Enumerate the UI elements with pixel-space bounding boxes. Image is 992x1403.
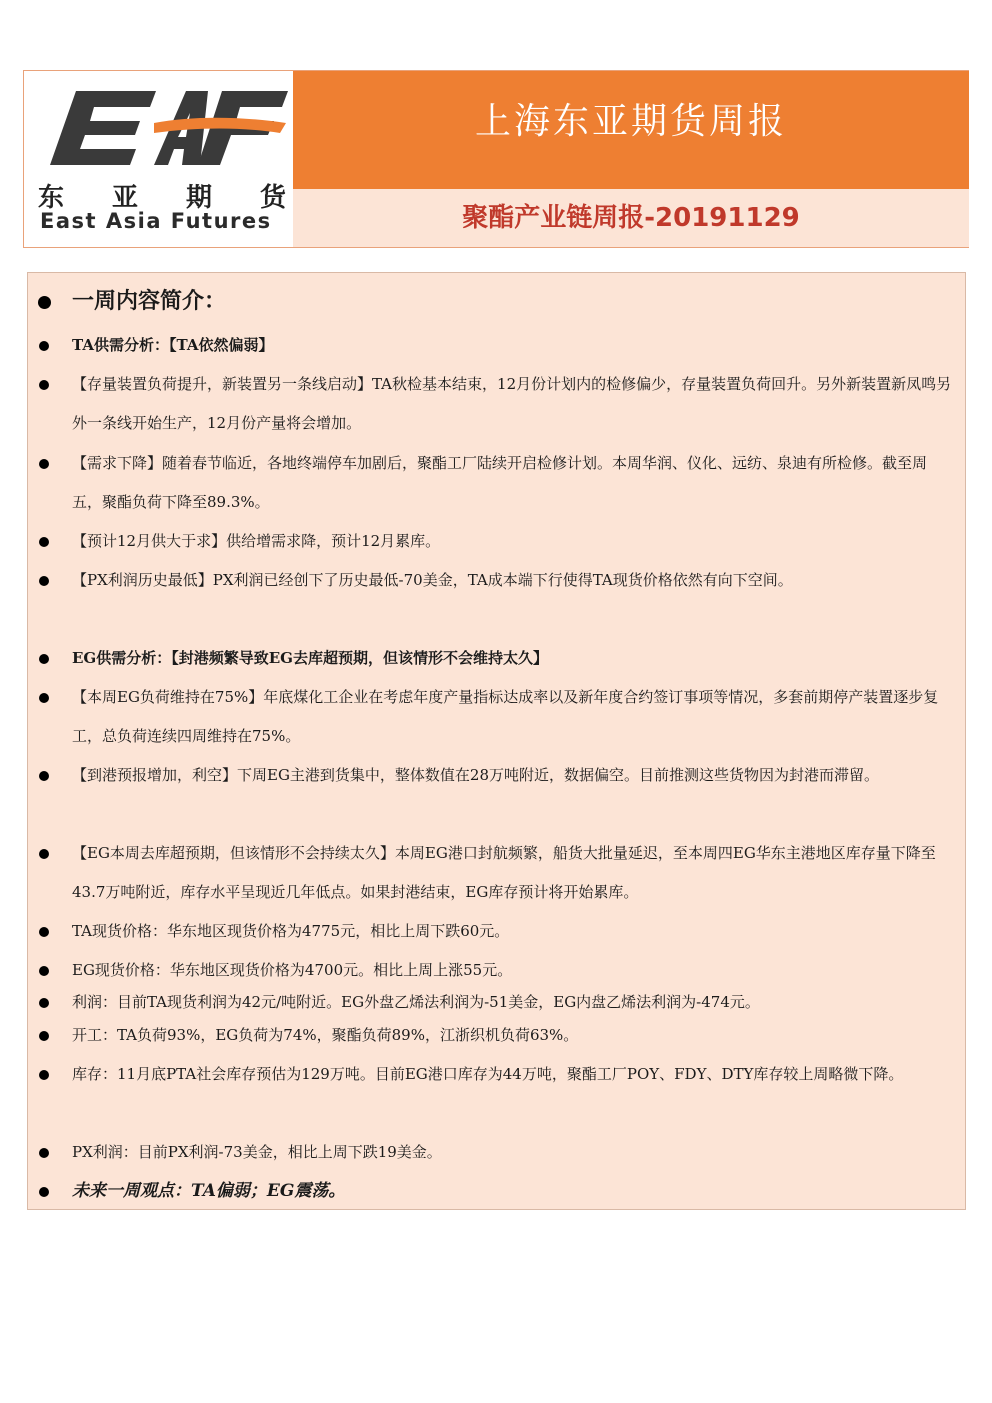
bullet-icon	[39, 1148, 49, 1158]
eaf-logo-icon	[36, 79, 294, 179]
bullet-icon	[38, 296, 51, 309]
bullet-icon	[39, 966, 49, 976]
item-text: 【PX利润历史最低】PX利润已经创下了历史最低-70美金，TA成本端下行使得TA现货价格依然有向下空间。	[72, 571, 793, 589]
title-band	[293, 71, 969, 189]
bullet-icon	[39, 693, 49, 703]
item-text: 【需求下降】随着春节临近，各地终端停车加剧后，聚酯工厂陆续开启检修计划。本周华润、仪化、远纺、泉迪有所检修。截至周五，聚酯负荷下降至89.3%。	[72, 454, 928, 511]
company-logo	[24, 71, 294, 247]
logo-char: 东	[38, 183, 65, 213]
bullet-icon	[39, 771, 49, 781]
item-text: 【本周EG负荷维持在75%】年底煤化工企业在考虑年度产量指标达成率以及新年度合约签订事项等情况，多套前期停产装置逐步复工，总负荷连续四周维持在75%。	[72, 688, 939, 745]
item-text: 【到港预报增加，利空】下周EG主港到货集中，整体数值在28万吨附近，数据偏空。目前推测这些货物因为封港而滞留。	[72, 766, 880, 784]
bullet-icon	[39, 576, 49, 586]
ta-analysis-heading: TA供需分析：【TA依然偏弱】	[72, 336, 274, 354]
report-header	[23, 70, 969, 248]
item-text: 利润：目前TA现货利润为42元/吨附近。EG外盘乙烯法利润为-51美金，EG内盘乙烯法利润为-474元。	[72, 993, 760, 1011]
logo-char: 期	[185, 183, 212, 213]
item-text: 开工：TA负荷93%，EG负荷为74%，聚酯负荷89%，江浙织机负荷63%。	[72, 1026, 579, 1044]
bullet-icon	[39, 1070, 49, 1080]
bullet-icon	[39, 1187, 49, 1197]
logo-english-name: East Asia Futures	[40, 209, 272, 233]
report-title: 上海东亚期货周报	[474, 101, 787, 142]
item-text: TA现货价格：华东地区现货价格为4775元，相比上周下跌60元。	[72, 922, 510, 940]
eg-analysis-heading: EG供需分析：【封港频繁导致EG去库超预期，但该情形不会维持太久】	[72, 649, 548, 667]
item-text: 【存量装置负荷提升，新装置另一条线启动】TA秋检基本结束，12月份计划内的检修偏少，存量装置负荷回升。另外新装置新凤鸣另外一条线开始生产，12月份产量将会增加。	[72, 375, 952, 432]
logo-char: 货	[259, 183, 286, 213]
bullet-icon	[39, 1031, 49, 1041]
bullet-icon	[39, 927, 49, 937]
bullet-icon	[39, 380, 49, 390]
item-text: EG现货价格：华东地区现货价格为4700元。相比上周上涨55元。	[72, 961, 513, 979]
summary-box	[27, 272, 966, 1210]
item-text: 【预计12月供大于求】供给增需求降，预计12月累库。	[72, 532, 441, 550]
bullet-icon	[39, 654, 49, 664]
report-subtitle: 聚酯产业链周报-20191129	[462, 203, 800, 233]
item-text: 【EG本周去库超预期，但该情形不会持续太久】本周EG港口封航频繁，船货大批量延迟，至本周四EG华东主港地区库存量下降至43.7万吨附近，库存水平呈现近几年低点。如果封港结束，EG库存预计将开始累库。	[72, 844, 936, 901]
logo-char: 亚	[111, 183, 138, 213]
bullet-icon	[39, 998, 49, 1008]
bullet-icon	[39, 849, 49, 859]
summary-heading: 一周内容简介：	[72, 289, 227, 314]
item-text: PX利润：目前PX利润-73美金，相比上周下跌19美金。	[72, 1143, 442, 1161]
subtitle-band	[293, 189, 969, 247]
bullet-icon	[39, 341, 49, 351]
bullet-icon	[39, 459, 49, 469]
bullet-icon	[39, 537, 49, 547]
outlook-text: 未来一周观点：TA偏弱；EG震荡。	[72, 1181, 346, 1201]
item-text: 库存：11月底PTA社会库存预估为129万吨。目前EG港口库存为44万吨，聚酯工厂POY、FDY、DTY库存较上周略微下降。	[72, 1065, 904, 1083]
